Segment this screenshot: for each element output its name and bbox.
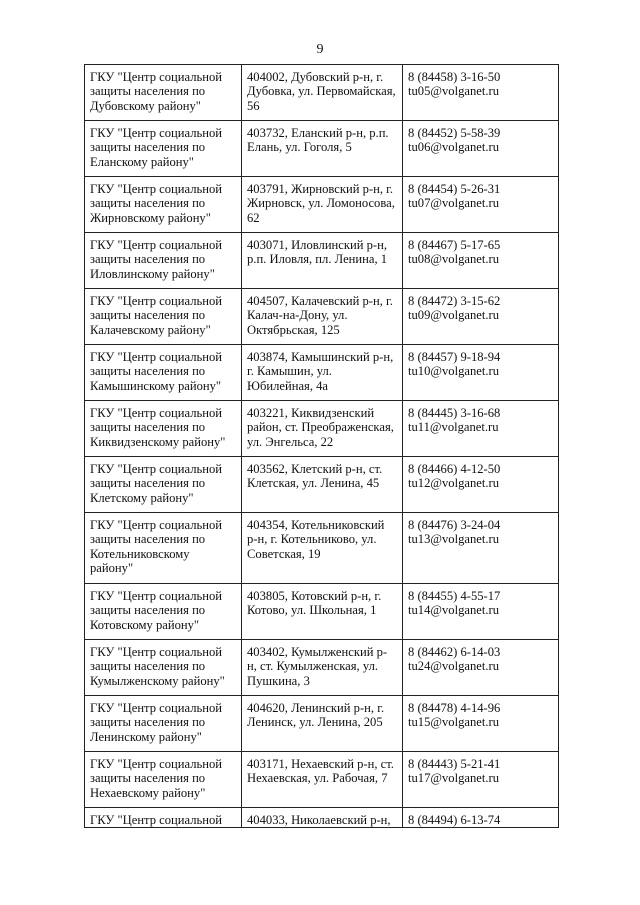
organization-name-cell: ГКУ "Центр социальной защиты населения по Калачевскому району": [85, 289, 242, 345]
social-protection-centers-table: [84, 64, 559, 828]
phone-number: 8 (84462) 6-14-03: [408, 645, 501, 659]
email-address: tu11@volganet.ru: [408, 420, 499, 435]
address-cell: 403805, Котовский р-н, г. Котово, ул. Школьная, 1: [242, 584, 403, 640]
phone-number: 8 (84494) 6-13-74: [408, 813, 501, 827]
email-address: tu07@volganet.ru: [408, 196, 499, 211]
table-row: [85, 401, 559, 457]
address-cell: 403874, Камышинский р-н, г. Камышин, ул. Юбилейная, 4а: [242, 345, 403, 401]
organization-name-cell: ГКУ "Центр социальной: [85, 808, 242, 828]
contact-cell: [403, 584, 559, 640]
email-address: tu12@volganet.ru: [408, 476, 499, 491]
email-address: tu14@volganet.ru: [408, 603, 499, 618]
phone-number: 8 (84467) 5-17-65: [408, 238, 501, 252]
address-cell: 404354, Котельниковский р-н, г. Котельниково, ул. Советская, 19: [242, 513, 403, 584]
phone-number: 8 (84472) 3-15-62: [408, 294, 501, 308]
email-address: tu24@volganet.ru: [408, 659, 499, 674]
contact-cell: [403, 752, 559, 808]
table-row: [85, 177, 559, 233]
organization-name-cell: ГКУ "Центр социальной защиты населения по Киквидзенскому району": [85, 401, 242, 457]
address-cell: 403402, Кумылженский р- н, ст. Кумылженская, ул. Пушкина, 3: [242, 640, 403, 696]
table-row: [85, 65, 559, 121]
email-address: tu13@volganet.ru: [408, 532, 499, 547]
contact-cell: [403, 289, 559, 345]
phone-number: 8 (84457) 9-18-94: [408, 350, 501, 364]
address-cell: 404002, Дубовский р-н, г. Дубовка, ул. Первомайская, 56: [242, 65, 403, 121]
phone-number: 8 (84445) 3-16-68: [408, 406, 501, 420]
phone-number: 8 (84478) 4-14-96: [408, 701, 501, 715]
organization-name-cell: ГКУ "Центр социальной защиты населения по Клетскому району": [85, 457, 242, 513]
organization-name-cell: ГКУ "Центр социальной защиты населения по Камышинскому району": [85, 345, 242, 401]
table-row: [85, 808, 559, 828]
table-row: [85, 752, 559, 808]
table-row: [85, 584, 559, 640]
organization-name-cell: ГКУ "Центр социальной защиты населения по Котельниковскому району": [85, 513, 242, 584]
organization-name-cell: ГКУ "Центр социальной защиты населения по Котовскому району": [85, 584, 242, 640]
organization-name-cell: ГКУ "Центр социальной защиты населения по Жирновскому району": [85, 177, 242, 233]
address-cell: 404620, Ленинский р-н, г. Ленинск, ул. Ленина, 205: [242, 696, 403, 752]
table-row: [85, 640, 559, 696]
table-row: [85, 513, 559, 584]
contact-cell: [403, 640, 559, 696]
phone-number: 8 (84454) 5-26-31: [408, 182, 501, 196]
table-row: [85, 345, 559, 401]
phone-number: 8 (84455) 4-55-17: [408, 589, 501, 603]
table-row: [85, 233, 559, 289]
organization-name-cell: ГКУ "Центр социальной защиты населения по Нехаевскому району": [85, 752, 242, 808]
email-address: tu09@volganet.ru: [408, 308, 499, 323]
address-cell: 403732, Еланский р-н, р.п. Елань, ул. Гоголя, 5: [242, 121, 403, 177]
table-row: [85, 457, 559, 513]
address-cell: 403171, Нехаевский р-н, ст. Нехаевская, ул. Рабочая, 7: [242, 752, 403, 808]
contact-cell: [403, 121, 559, 177]
contact-cell: [403, 401, 559, 457]
organization-name-cell: ГКУ "Центр социальной защиты населения по Еланскому району": [85, 121, 242, 177]
address-cell: 403221, Киквидзенский район, ст. Преображенская, ул. Энгельса, 22: [242, 401, 403, 457]
phone-number: 8 (84452) 5-58-39: [408, 126, 501, 140]
contact-cell: [403, 65, 559, 121]
contact-cell: [403, 696, 559, 752]
email-address: tu08@volganet.ru: [408, 252, 499, 267]
contact-cell: [403, 345, 559, 401]
page-number: 9: [316, 42, 324, 57]
organization-name-cell: ГКУ "Центр социальной защиты населения по Ленинскому району": [85, 696, 242, 752]
phone-number: 8 (84443) 5-21-41: [408, 757, 501, 771]
contact-cell: [403, 457, 559, 513]
email-address: tu10@volganet.ru: [408, 364, 499, 379]
phone-number: 8 (84458) 3-16-50: [408, 70, 501, 84]
organization-name-cell: ГКУ "Центр социальной защиты населения по Дубовскому району": [85, 65, 242, 121]
contact-cell: [403, 177, 559, 233]
table-row: [85, 696, 559, 752]
address-cell: 403791, Жирновский р-н, г. Жирновск, ул. Ломоносова, 62: [242, 177, 403, 233]
table-body: [85, 65, 559, 828]
address-cell: 404033, Николаевский р-н,: [242, 808, 403, 828]
contact-cell: [403, 808, 559, 828]
phone-number: 8 (84466) 4-12-50: [408, 462, 501, 476]
phone-number: 8 (84476) 3-24-04: [408, 518, 501, 532]
address-cell: 403071, Иловлинский р-н, р.п. Иловля, пл. Ленина, 1: [242, 233, 403, 289]
email-address: tu05@volganet.ru: [408, 84, 499, 99]
organization-name-cell: ГКУ "Центр социальной защиты населения по Иловлинскому району": [85, 233, 242, 289]
email-address: tu15@volganet.ru: [408, 715, 499, 730]
contact-cell: [403, 513, 559, 584]
address-cell: 404507, Калачевский р-н, г. Калач-на-Дону, ул. Октябрьская, 125: [242, 289, 403, 345]
table-row: [85, 121, 559, 177]
email-address: tu17@volganet.ru: [408, 771, 499, 786]
contact-cell: [403, 233, 559, 289]
table-row: [85, 289, 559, 345]
address-cell: 403562, Клетский р-н, ст. Клетская, ул. Ленина, 45: [242, 457, 403, 513]
organization-name-cell: ГКУ "Центр социальной защиты населения по Кумылженскому району": [85, 640, 242, 696]
email-address: tu06@volganet.ru: [408, 140, 499, 155]
